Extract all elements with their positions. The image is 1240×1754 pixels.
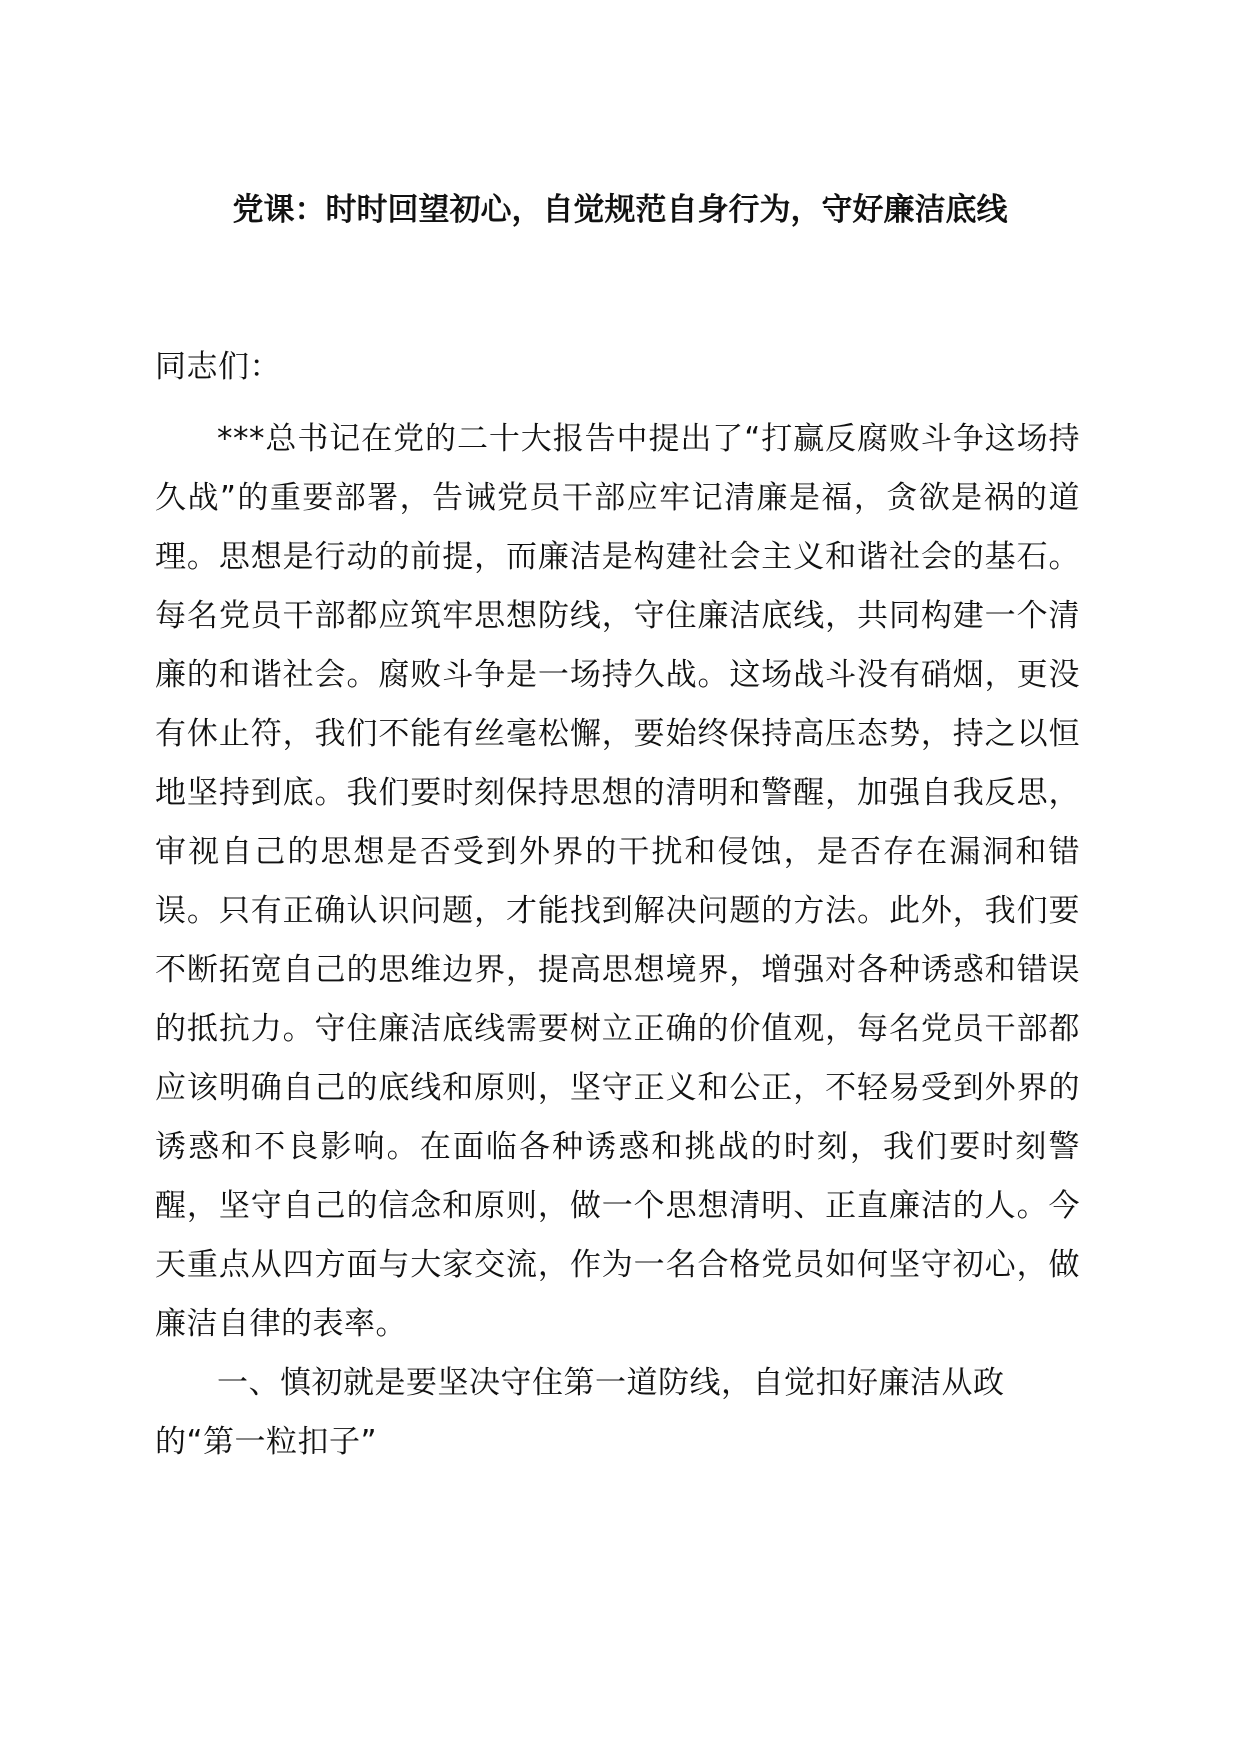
document-title: 党课：时时回望初心，自觉规范自身行为，守好廉洁底线 <box>232 192 1008 228</box>
section-heading-1: 一、慎初就是要坚决守住第一道防线，自觉扣好廉洁从政的“第一粒扣子” <box>155 1365 1005 1460</box>
paragraph-1: ***总书记在党的二十大报告中提出了“打赢反腐败斗争这场持久战”的重要部署，告诫党员干部应牢记清廉是福，贪欲是祸的道理。思想是行动的前提，而廉洁是构建社会主义和谐社会的基石。每名党员干部都应筑牢思想防线，守住廉洁底线，共同构建一个清廉的和谐社会。腐败斗争是一场持久战。这场战斗没有硝烟，更没有休止符，我们不能有丝毫松懈，要始终保持高压态势，持之以恒地坚持到底。我们要时刻保持思想的清明和警醒，加强自我反思，审视自己的思想是否受到外界的干扰和侵蚀，是否存在漏洞和错误。只有正确认识问题，才能找到解决问题的方法。此外，我们要不断拓宽自己的思维边界，提高思想境界，增强对各种诱惑和错误的抵抗力。守住廉洁底线需要树立正确的价值观，每名党员干部都应该明确自己的底线和原则，坚守正义和公正，不轻易受到外界的诱惑和不良影响。在面临各种诱惑和挑战的时刻，我们要时刻警醒，坚守自己的信念和原则，做一个思想清明、正直廉洁的人。今天重点从四方面与大家交流，作为一名合格党员如何坚守初心，做廉洁自律的表率。 <box>155 421 1080 1342</box>
greeting: 同志们： <box>155 349 281 385</box>
